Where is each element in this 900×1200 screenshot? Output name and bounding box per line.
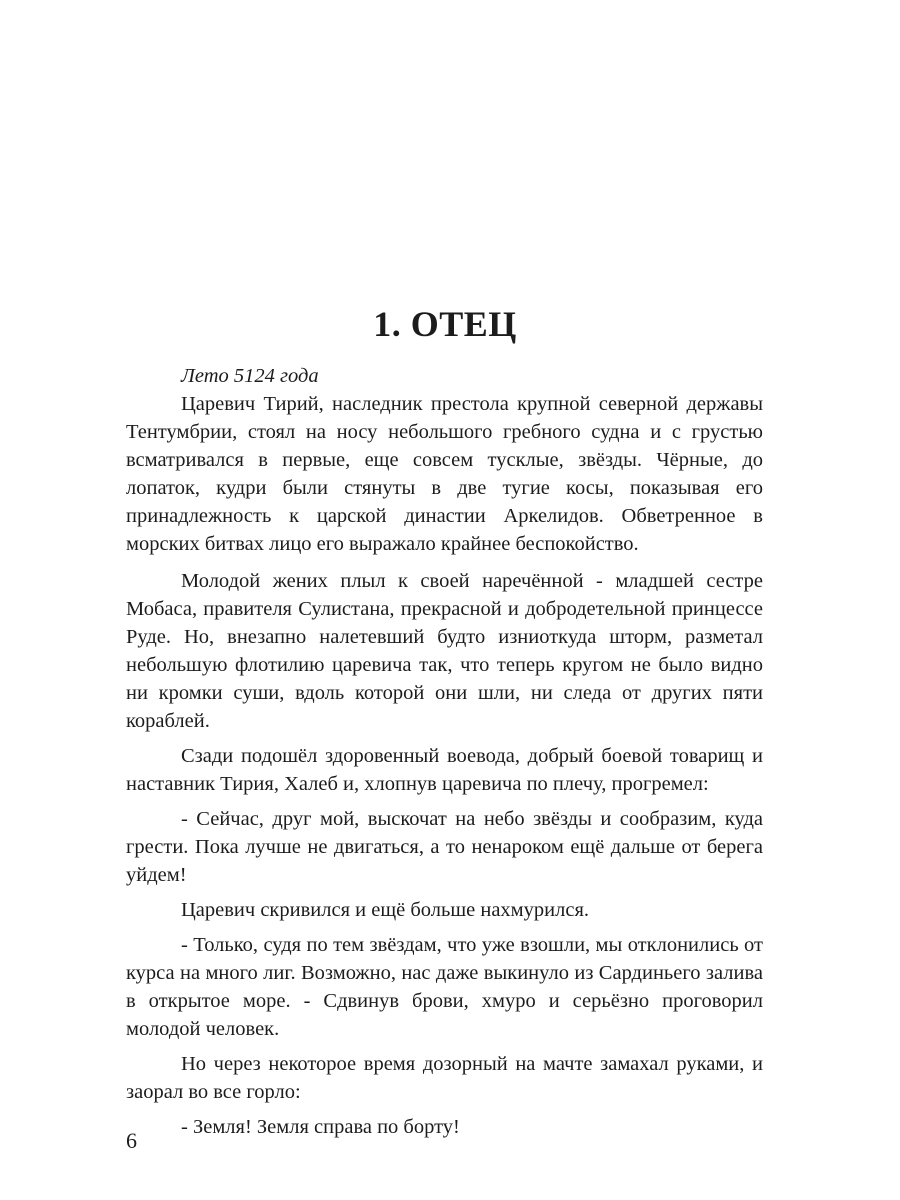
paragraph: Царевич Тирий, наследник престола крупной северной державы Тентумбрии, стоял на носу небольшого гребного судна и с грустью всматривался в первые, еще совсем тусклые, звёзды. Чёрные, до лопаток, кудри были стянуты в две тугие косы, показывая его принадлежность к царской династии Аркелидов. Обветренное в морских битвах лицо его выражало крайнее беспокойство. <box>126 393 763 555</box>
chapter-body <box>126 362 763 1148</box>
chapter-title: 1. ОТЕЦ <box>373 304 517 344</box>
dialogue-paragraph: - Сейчас, друг мой, выскочат на небо звёзды и сообразим, куда грести. Пока лучше не двигаться, а то ненароком ещё дальше от берега уйдем! <box>126 808 763 886</box>
paragraph: Царевич скривился и ещё больше нахмурился. <box>181 899 589 921</box>
paragraph: Молодой жених плыл к своей наречённой - младшей сестре Мобаса, правителя Сулистана, прекрасной и добродетельной принцессе Руде. Но, внезапно налетевший будто изниоткуда шторм, разметал небольшую флотилию царевича так, что теперь кругом не было видно ни кромки суши, вдоль которой они шли, ни следа от других пяти кораблей. <box>126 570 763 732</box>
paragraph: Сзади подошёл здоровенный воевода, добрый боевой товарищ и наставник Тирия, Халеб и, хлопнув царевича по плечу, прогремел: <box>126 745 763 795</box>
dialogue-paragraph: - Только, судя по тем звёздам, что уже взошли, мы отклонились от курса на много лиг. Возможно, нас даже выкинуло из Сардиньего залива в открытое море. - Сдвинув брови, хмуро и серьёзно проговорил молодой человек. <box>126 934 763 1040</box>
page-number: 6 <box>126 1128 137 1153</box>
paragraph: Но через некоторое время дозорный на мачте замахал руками, и заорал во все горло: <box>126 1053 763 1103</box>
date-line: Лето 5124 года <box>181 365 319 387</box>
dialogue-paragraph: - Земля! Земля справа по борту! <box>181 1116 460 1138</box>
